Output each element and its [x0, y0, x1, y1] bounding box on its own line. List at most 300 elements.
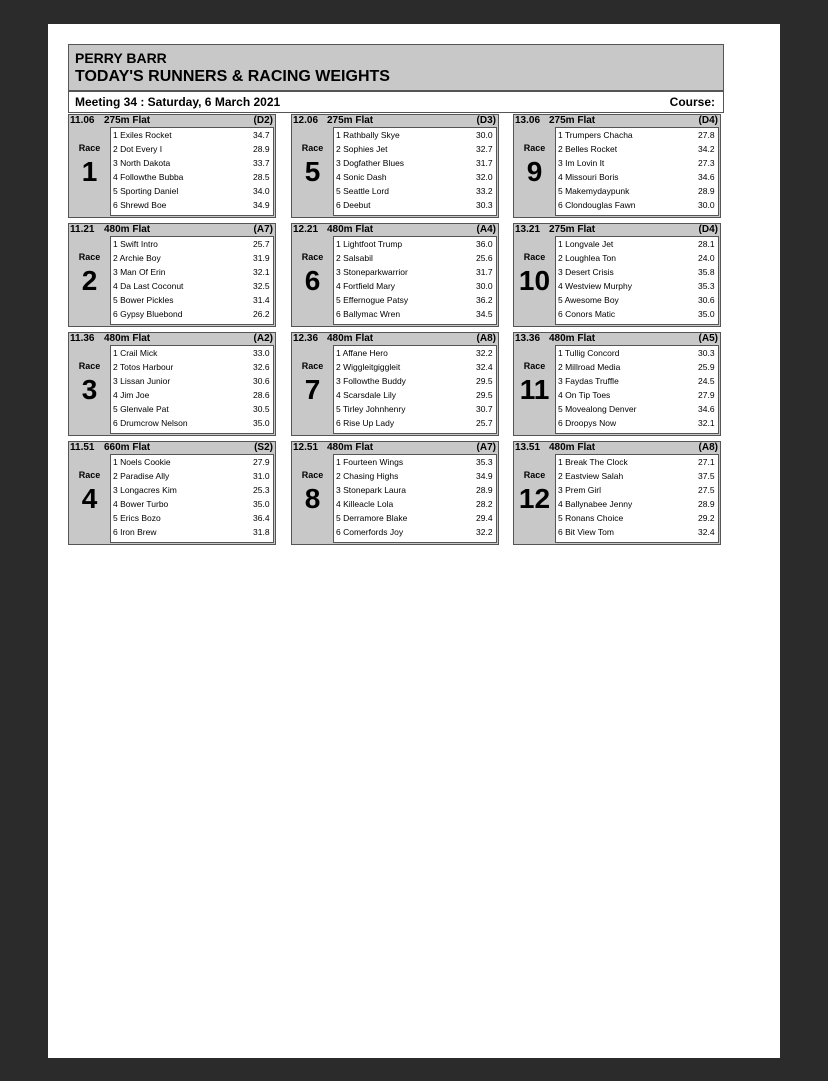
race-distance: 275m Flat [327, 115, 374, 126]
race-number: 5 [304, 156, 321, 187]
runner-weight: 35.0 [253, 499, 270, 509]
runner-row [334, 279, 496, 293]
runner-name: 2 Salsabil [336, 253, 373, 263]
race-time: 11.06 [70, 115, 95, 126]
race-header [292, 224, 498, 236]
runner-name: 5 Erics Bozo [113, 513, 161, 523]
runner-row [556, 497, 718, 511]
runner-weight: 30.0 [476, 130, 493, 140]
meeting-bar [68, 91, 724, 113]
document-title: TODAY'S RUNNERS & RACING WEIGHTS [75, 68, 390, 85]
runner-name: 6 Clondouglas Fawn [558, 200, 636, 210]
race-distance: 480m Flat [327, 224, 374, 235]
race-distance: 480m Flat [549, 333, 596, 344]
runner-name: 4 Missouri Boris [558, 172, 619, 182]
runner-list [333, 345, 497, 434]
runner-weight: 28.1 [698, 239, 715, 249]
runner-name: 5 Seattle Lord [336, 186, 389, 196]
runner-name: 1 Longvale Jet [558, 239, 614, 249]
runner-weight: 29.4 [476, 513, 493, 523]
runner-row [334, 293, 496, 307]
race-label: Race [78, 143, 101, 153]
runner-name: 5 Tirley Johnhenry [336, 404, 406, 414]
runner-name: 4 Killeacle Lola [336, 499, 394, 509]
runner-weight: 25.9 [698, 362, 715, 372]
runner-weight: 33.0 [253, 348, 270, 358]
runner-row [334, 198, 496, 212]
runner-name: 2 Totos Harbour [113, 362, 174, 372]
runner-name: 4 On Tip Toes [558, 390, 611, 400]
race-number: 4 [81, 483, 98, 514]
race-distance: 480m Flat [327, 442, 374, 453]
runner-row [334, 142, 496, 156]
runner-list [555, 236, 719, 325]
runner-name: 5 Bower Pickles [113, 295, 174, 305]
runner-name: 3 Faydas Truffle [558, 376, 619, 386]
runner-weight: 31.8 [253, 527, 270, 537]
runner-weight: 35.3 [698, 281, 715, 291]
runner-row [334, 251, 496, 265]
race-time: 13.21 [515, 224, 541, 235]
runner-name: 4 Jim Joe [113, 390, 150, 400]
race-card [513, 332, 721, 436]
race-label: Race [78, 361, 101, 371]
runner-name: 5 Derramore Blake [336, 513, 408, 523]
runner-row [334, 307, 496, 321]
runner-row [556, 184, 718, 198]
runner-name: 5 Glenvale Pat [113, 404, 169, 414]
runner-weight: 36.2 [476, 295, 493, 305]
race-label: Race [301, 252, 324, 262]
race-distance: 480m Flat [327, 333, 374, 344]
runner-row [111, 251, 273, 265]
runner-row [111, 142, 273, 156]
runner-row [334, 402, 496, 416]
runner-row [556, 198, 718, 212]
race-number: 6 [304, 265, 321, 296]
runner-row [556, 416, 718, 430]
race-time: 12.06 [293, 115, 319, 126]
runner-row [111, 307, 273, 321]
runner-name: 3 Man Of Erin [113, 267, 166, 277]
runner-name: 1 Affane Hero [336, 348, 388, 358]
runner-weight: 31.7 [476, 158, 493, 168]
runner-weight: 25.7 [476, 418, 493, 428]
runner-weight: 29.5 [476, 376, 493, 386]
meeting-info: Meeting 34 : Saturday, 6 March 2021 [75, 95, 281, 109]
race-label: Race [78, 470, 101, 480]
venue-title: PERRY BARR [75, 50, 167, 66]
runner-name: 1 Noels Cookie [113, 457, 171, 467]
runner-row [556, 511, 718, 525]
runner-weight: 27.3 [698, 158, 715, 168]
runner-weight: 33.2 [476, 186, 493, 196]
runner-weight: 32.4 [476, 362, 493, 372]
race-grade: (A8) [698, 442, 718, 453]
runner-name: 2 Belles Rocket [558, 144, 618, 154]
runner-row [556, 374, 718, 388]
runner-name: 2 Loughlea Ton [558, 253, 616, 263]
runner-row [334, 265, 496, 279]
runner-weight: 30.7 [476, 404, 493, 414]
runner-name: 2 Archie Boy [113, 253, 161, 263]
race-card [68, 441, 276, 545]
race-grade: (D4) [698, 115, 718, 126]
race-card [291, 441, 499, 545]
race-header [292, 115, 498, 127]
runner-name: 2 Sophies Jet [336, 144, 388, 154]
race-card [68, 114, 276, 218]
runner-row [111, 128, 273, 142]
runner-weight: 36.4 [253, 513, 270, 523]
race-time: 11.51 [70, 442, 95, 453]
runner-weight: 34.5 [476, 309, 493, 319]
race-label: Race [301, 361, 324, 371]
runner-weight: 36.0 [476, 239, 493, 249]
runner-row [111, 511, 273, 525]
race-header [69, 224, 275, 236]
runner-row [111, 237, 273, 251]
runner-name: 6 Gypsy Bluebond [113, 309, 183, 319]
runner-weight: 28.6 [253, 390, 270, 400]
race-grade: (D2) [253, 115, 273, 126]
runner-weight: 28.9 [698, 186, 715, 196]
runner-name: 3 Dogfather Blues [336, 158, 405, 168]
runner-name: 3 Lissan Junior [113, 376, 171, 386]
runner-name: 5 Effernogue Patsy [336, 295, 409, 305]
race-card [291, 223, 499, 327]
runner-row [556, 265, 718, 279]
runner-row [334, 374, 496, 388]
race-label: Race [78, 252, 101, 262]
runner-row [111, 184, 273, 198]
race-distance: 480m Flat [104, 333, 151, 344]
race-header [69, 442, 275, 454]
runner-list [110, 454, 274, 543]
runner-name: 4 Westview Murphy [558, 281, 633, 291]
runner-name: 5 Movealong Denver [558, 404, 637, 414]
race-label: Race [523, 143, 546, 153]
runner-row [334, 416, 496, 430]
race-number: 12 [518, 483, 551, 514]
runner-name: 6 Conors Matic [558, 309, 616, 319]
runner-row [111, 455, 273, 469]
runner-list [333, 127, 497, 216]
runner-weight: 26.2 [253, 309, 270, 319]
runner-row [111, 265, 273, 279]
runner-name: 1 Crail Mick [113, 348, 158, 358]
runner-weight: 25.7 [253, 239, 270, 249]
race-number: 3 [81, 374, 98, 405]
runner-weight: 32.4 [698, 527, 715, 537]
runner-weight: 35.8 [698, 267, 715, 277]
runner-weight: 30.0 [698, 200, 715, 210]
runner-row [334, 360, 496, 374]
runner-row [111, 402, 273, 416]
runner-weight: 28.9 [476, 485, 493, 495]
race-number: 1 [81, 156, 98, 187]
runner-row [111, 170, 273, 184]
race-header [514, 333, 720, 345]
runner-weight: 32.7 [476, 144, 493, 154]
race-label: Race [301, 470, 324, 480]
course-label: Course: [669, 95, 715, 109]
runner-weight: 34.9 [476, 471, 493, 481]
runner-weight: 27.8 [698, 130, 715, 140]
runner-name: 1 Tullig Concord [558, 348, 620, 358]
runner-name: 4 Ballynabee Jenny [558, 499, 633, 509]
runner-weight: 32.5 [253, 281, 270, 291]
race-distance: 275m Flat [104, 115, 151, 126]
runner-name: 4 Scarsdale Lily [336, 390, 397, 400]
race-time: 12.51 [293, 442, 319, 453]
runner-weight: 28.2 [476, 499, 493, 509]
race-grade: (D3) [476, 115, 496, 126]
runner-weight: 34.2 [698, 144, 715, 154]
runner-weight: 30.6 [698, 295, 715, 305]
runner-weight: 30.3 [698, 348, 715, 358]
race-number: 2 [81, 265, 98, 296]
race-number: 8 [304, 483, 321, 514]
race-number: 11 [519, 374, 550, 405]
runner-weight: 28.5 [253, 172, 270, 182]
race-header [69, 115, 275, 127]
runner-weight: 28.9 [253, 144, 270, 154]
runner-row [111, 525, 273, 539]
race-card [513, 114, 721, 218]
runner-row [111, 469, 273, 483]
runner-name: 4 Da Last Coconut [113, 281, 184, 291]
runner-row [334, 237, 496, 251]
runner-row [334, 483, 496, 497]
runner-weight: 29.5 [476, 390, 493, 400]
race-card [291, 332, 499, 436]
runner-weight: 35.0 [698, 309, 715, 319]
runner-weight: 34.6 [698, 404, 715, 414]
runner-name: 3 Im Lovin It [558, 158, 605, 168]
document-page [48, 24, 780, 1058]
runner-name: 6 Drumcrow Nelson [113, 418, 188, 428]
runner-row [111, 374, 273, 388]
runner-list [333, 236, 497, 325]
runner-name: 6 Shrewd Boe [113, 200, 167, 210]
runner-row [556, 525, 718, 539]
runner-weight: 27.1 [698, 457, 715, 467]
runner-row [111, 416, 273, 430]
runner-name: 6 Deebut [336, 200, 371, 210]
runner-name: 4 Fortfield Mary [336, 281, 396, 291]
race-time: 12.21 [293, 224, 319, 235]
runner-row [111, 388, 273, 402]
runner-row [334, 184, 496, 198]
runner-row [556, 279, 718, 293]
runner-row [556, 170, 718, 184]
race-card [68, 223, 276, 327]
runner-name: 5 Awesome Boy [558, 295, 619, 305]
race-grade: (A4) [476, 224, 496, 235]
runner-name: 1 Fourteen Wings [336, 457, 404, 467]
race-card [513, 441, 721, 545]
runner-row [334, 455, 496, 469]
runner-weight: 25.6 [476, 253, 493, 263]
runner-weight: 37.5 [698, 471, 715, 481]
race-distance: 480m Flat [104, 224, 151, 235]
runner-weight: 35.3 [476, 457, 493, 467]
race-number: 9 [526, 156, 543, 187]
runner-name: 3 North Dakota [113, 158, 171, 168]
runner-row [334, 511, 496, 525]
race-card [68, 332, 276, 436]
race-time: 13.51 [515, 442, 541, 453]
race-grade: (D4) [698, 224, 718, 235]
runner-row [111, 483, 273, 497]
race-grade: (A8) [476, 333, 496, 344]
runner-weight: 27.9 [698, 390, 715, 400]
race-label: Race [523, 470, 546, 480]
runner-row [556, 128, 718, 142]
runner-name: 2 Chasing Highs [336, 471, 399, 481]
runner-weight: 33.7 [253, 158, 270, 168]
runner-name: 3 Longacres Kim [113, 485, 177, 495]
runner-list [110, 127, 274, 216]
runner-name: 2 Millroad Media [558, 362, 621, 372]
runner-weight: 32.2 [476, 348, 493, 358]
runner-name: 5 Makemydaypunk [558, 186, 630, 196]
runner-weight: 34.6 [698, 172, 715, 182]
runner-name: 4 Bower Turbo [113, 499, 169, 509]
runner-name: 1 Break The Clock [558, 457, 628, 467]
race-card [291, 114, 499, 218]
runner-weight: 32.2 [476, 527, 493, 537]
race-header [292, 333, 498, 345]
runner-row [556, 142, 718, 156]
runner-row [111, 279, 273, 293]
runner-row [556, 360, 718, 374]
runner-name: 6 Droopys Now [558, 418, 617, 428]
runner-weight: 25.3 [253, 485, 270, 495]
runner-row [111, 346, 273, 360]
race-grade: (A5) [698, 333, 718, 344]
runner-name: 6 Iron Brew [113, 527, 157, 537]
runner-name: 5 Sporting Daniel [113, 186, 179, 196]
runner-name: 2 Paradise Ally [113, 471, 170, 481]
runner-row [556, 388, 718, 402]
runner-list [555, 127, 719, 216]
runner-row [111, 156, 273, 170]
runner-name: 1 Trumpers Chacha [558, 130, 633, 140]
runner-list [110, 236, 274, 325]
runner-name: 6 Ballymac Wren [336, 309, 401, 319]
runner-weight: 24.5 [698, 376, 715, 386]
runner-weight: 29.2 [698, 513, 715, 523]
runner-weight: 34.9 [253, 200, 270, 210]
runner-list [110, 345, 274, 434]
race-time: 12.36 [293, 333, 319, 344]
race-number: 10 [518, 265, 551, 296]
race-header [514, 224, 720, 236]
runner-weight: 27.9 [253, 457, 270, 467]
race-grade: (A7) [476, 442, 496, 453]
runner-name: 2 Wiggleitgiggleit [336, 362, 401, 372]
runner-weight: 32.6 [253, 362, 270, 372]
runner-row [556, 293, 718, 307]
runner-row [334, 346, 496, 360]
race-grade: (S2) [254, 442, 273, 453]
runner-weight: 31.7 [476, 267, 493, 277]
runner-weight: 32.0 [476, 172, 493, 182]
race-distance: 480m Flat [549, 442, 596, 453]
race-time: 11.36 [70, 333, 95, 344]
runner-row [334, 128, 496, 142]
runner-list [555, 454, 719, 543]
race-time: 13.06 [515, 115, 541, 126]
race-time: 11.21 [70, 224, 95, 235]
runner-row [334, 497, 496, 511]
runner-weight: 28.9 [698, 499, 715, 509]
race-label: Race [523, 361, 546, 371]
runner-row [556, 455, 718, 469]
runner-weight: 27.5 [698, 485, 715, 495]
page-header [68, 44, 724, 91]
runner-name: 6 Bit View Tom [558, 527, 614, 537]
runner-weight: 31.9 [253, 253, 270, 263]
runner-row [556, 483, 718, 497]
runner-name: 3 Desert Crisis [558, 267, 614, 277]
runner-row [556, 307, 718, 321]
runner-name: 4 Followthe Bubba [113, 172, 184, 182]
runner-name: 3 Stonepark Laura [336, 485, 406, 495]
race-grade: (A7) [253, 224, 273, 235]
race-time: 13.36 [515, 333, 541, 344]
runner-name: 6 Comerfords Joy [336, 527, 404, 537]
runner-name: 3 Stoneparkwarrior [336, 267, 408, 277]
runner-row [334, 170, 496, 184]
runner-name: 2 Eastview Salah [558, 471, 624, 481]
race-distance: 275m Flat [549, 115, 596, 126]
runner-weight: 32.1 [698, 418, 715, 428]
runner-weight: 34.7 [253, 130, 270, 140]
runner-weight: 30.3 [476, 200, 493, 210]
runner-name: 3 Followthe Buddy [336, 376, 406, 386]
race-card [513, 223, 721, 327]
runner-name: 1 Swift Intro [113, 239, 158, 249]
race-header [69, 333, 275, 345]
runner-weight: 31.0 [253, 471, 270, 481]
runner-row [111, 497, 273, 511]
runner-weight: 35.0 [253, 418, 270, 428]
race-header [514, 442, 720, 454]
runner-row [111, 198, 273, 212]
race-label: Race [301, 143, 324, 153]
runner-weight: 34.0 [253, 186, 270, 196]
race-label: Race [523, 252, 546, 262]
runner-row [111, 360, 273, 374]
race-header [292, 442, 498, 454]
runner-row [334, 525, 496, 539]
race-distance: 660m Flat [104, 442, 151, 453]
runner-name: 1 Lightfoot Trump [336, 239, 403, 249]
runner-name: 5 Ronans Choice [558, 513, 624, 523]
runner-weight: 31.4 [253, 295, 270, 305]
runner-row [556, 402, 718, 416]
runner-row [556, 251, 718, 265]
runner-weight: 30.0 [476, 281, 493, 291]
runner-name: 2 Dot Every I [113, 144, 163, 154]
runner-name: 1 Exiles Rocket [113, 130, 172, 140]
runner-weight: 32.1 [253, 267, 270, 277]
runner-row [556, 237, 718, 251]
runner-list [555, 345, 719, 434]
